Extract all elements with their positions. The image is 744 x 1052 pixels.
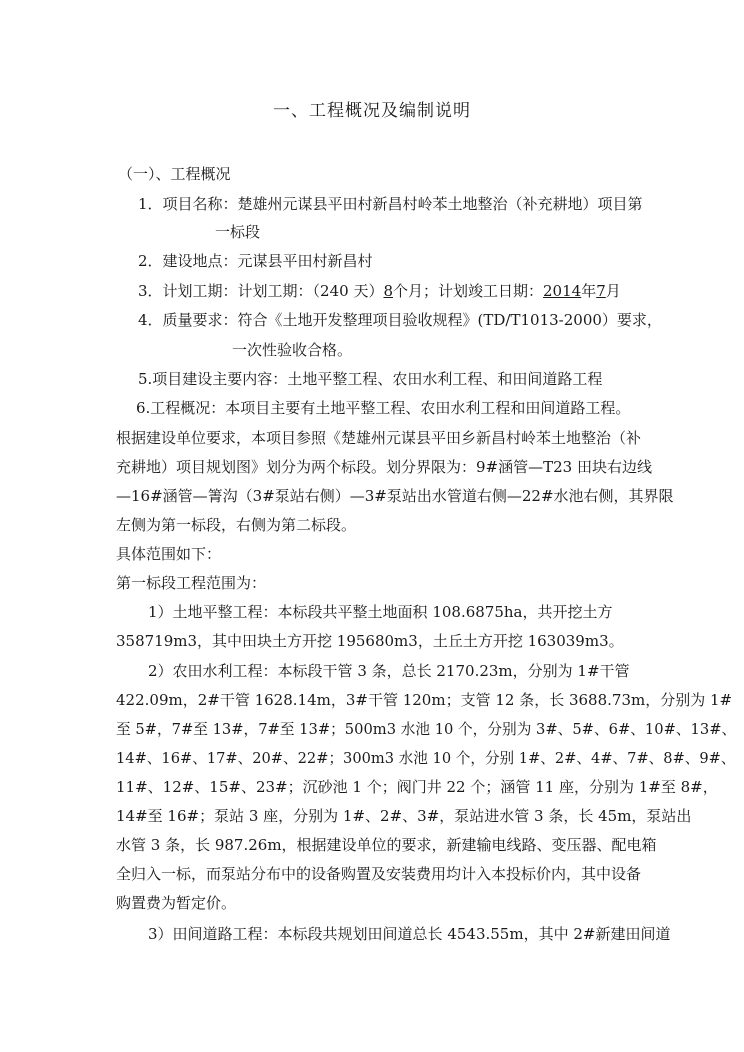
- para-2-line-8: 全归入一标，而泵站分布中的设备购置及安装费用均计入本投标价内，其中设备: [116, 865, 642, 883]
- para-2-line-3: 至 5#，7#至 13#，7#至 13#；500m3 水池 10 个，分别为 3#、5#、6#、10#、13#、: [116, 720, 737, 738]
- para-2-line-6: 14#至 16#；泵站 3 座，分别为 1#、2#、3#，泵站进水管 3 条，长 45m，泵站出: [116, 807, 692, 825]
- para-2-line-4: 14#、16#、17#、20#、22#；300m3 水池 10 个，分别 1#、2#、4#、7#、8#、9#、: [116, 749, 736, 767]
- item-1-line-1: 1．项目名称：楚雄州元谋县平田村新昌村岭苯土地整治（补充耕地）项目第: [138, 195, 643, 213]
- item-6-line-2: 根据建设单位要求，本项目参照《楚雄州元谋县平田乡新昌村岭苯土地整治（补: [116, 429, 642, 447]
- para-3-line-1: 3）田间道路工程：本标段共规划田间道总长 4543.55m，其中 2#新建田间道: [148, 925, 671, 943]
- para-1-line-2: 358719m3，其中田块土方开挖 195680m3，土丘土方开挖 163039m3。: [116, 632, 624, 650]
- para-2-line-2: 422.09m，2#干管 1628.14m，3#干管 120m；支管 12 条，长 3688.73m，分别为 1#: [116, 691, 733, 709]
- item-5: 5.项目建设主要内容：土地平整工程、农田水利工程、和田间道路工程: [138, 370, 603, 388]
- item-3: [138, 281, 621, 301]
- para-1-line-1: 1）土地平整工程：本标段共平整土地面积 108.6875ha，共开挖土方: [148, 603, 613, 621]
- para-2-line-7: 水管 3 条，长 987.26m，根据建设单位的要求，新建输电线路、变压器、配电箱: [116, 836, 657, 854]
- item-1-line-2: 一标段: [215, 223, 261, 241]
- item-3-months: 8: [383, 282, 393, 300]
- item-6-line-3: 充耕地）项目规划图》划分为两个标段。划分界限为：9#涵管—T23 田块右边线: [116, 458, 652, 476]
- scope-intro: 具体范围如下：: [116, 545, 222, 563]
- item-4-line-1: 4．质量要求：符合《土地开发整理项目验收规程》(TD/T1013-2000）要求，: [138, 311, 662, 329]
- page-title: 一、工程概况及编制说明: [273, 101, 471, 121]
- item-3-prefix: 3．计划工期：计划工期：（240 天）: [138, 282, 384, 300]
- section-heading: （一）、工程概况: [118, 165, 231, 183]
- item-3-year: 2014: [543, 282, 582, 300]
- item-4-line-2: 一次性验收合格。: [232, 341, 353, 359]
- item-6-line-4: —16#涵管—箐沟（3#泵站右侧）—3#泵站出水管道右侧—22#水池右侧，其界限: [116, 487, 674, 505]
- section-1-title: 第一标段工程范围为：: [116, 574, 267, 592]
- item-6-line-5: 左侧为第一标段，右侧为第二标段。: [116, 516, 357, 534]
- para-2-line-9: 购置费为暂定价。: [116, 894, 237, 912]
- item-3-month-suffix: 月: [605, 282, 621, 300]
- item-3-month: 7: [596, 282, 606, 300]
- para-2-line-5: 11#、12#、15#、23#；沉砂池 1 个；阀门井 22 个；涵管 11 座，分别为 1#至 8#，: [116, 778, 718, 796]
- item-3-mid: 个月；计划竣工日期：: [393, 282, 544, 300]
- item-2: 2．建设地点：元谋县平田村新昌村: [138, 252, 373, 270]
- para-2-line-1: 2）农田水利工程：本标段干管 3 条，总长 2170.23m，分别为 1#干管: [148, 662, 630, 680]
- item-3-year-suffix: 年: [581, 282, 597, 300]
- item-6-line-1: 6.工程概况：本项目主要有土地平整工程、农田水利工程和田间道路工程。: [136, 399, 631, 417]
